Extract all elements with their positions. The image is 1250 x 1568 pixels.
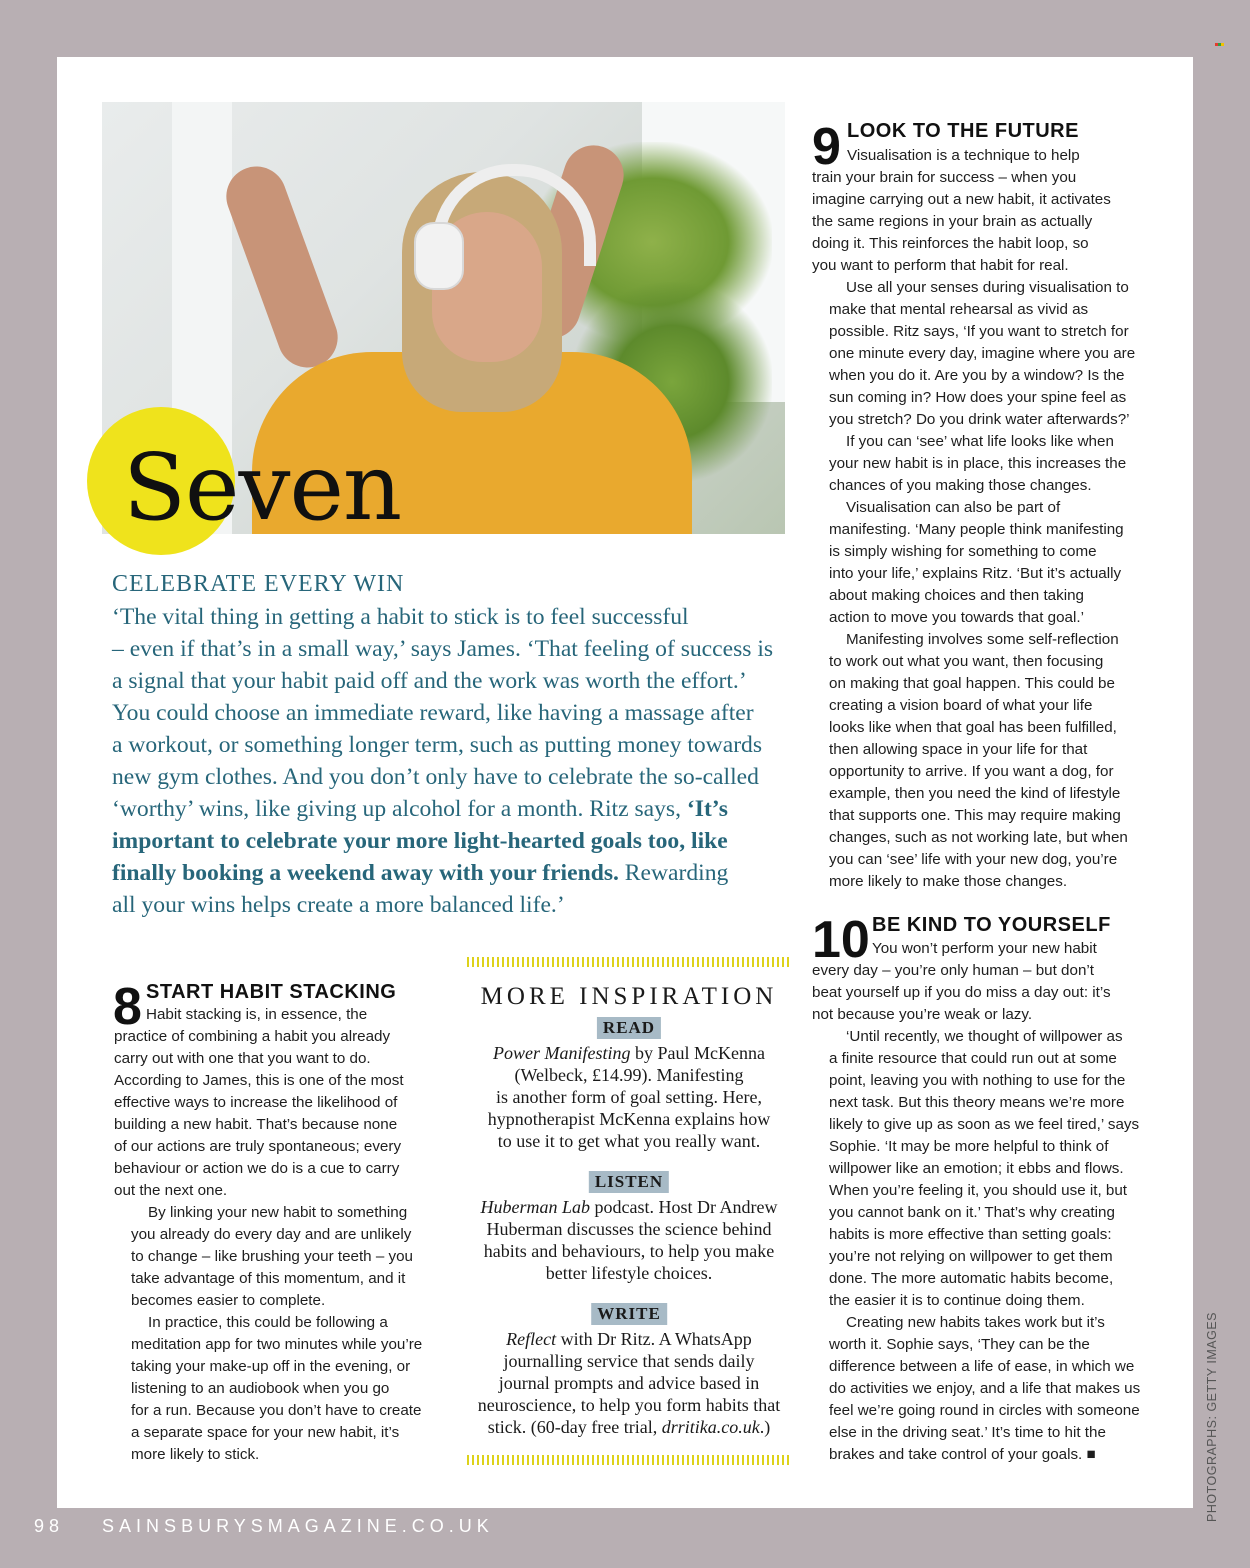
yellow-stripe-top: [467, 957, 791, 967]
end-mark: ■: [1086, 1446, 1096, 1463]
section-9-number: 9: [812, 118, 841, 176]
ritz-quote-bold: ‘It’s: [686, 796, 728, 822]
section-9-title: LOOK TO THE FUTURE: [847, 120, 1079, 142]
page-footer: [34, 1516, 494, 1537]
write-label: WRITE: [591, 1303, 667, 1325]
section-8-number: 8: [113, 978, 142, 1036]
section-title-seven: Seven: [123, 434, 402, 541]
celebrate-body: ‘The vital thing in getting a habit to stick is to feel successful – even if that’s in a small way,’ says James. ‘That feeling of success is a signal that your habit paid off and the work was worth the effort.’ You could choose an immediate reward, like having a massage after a workout, or something longer term, such as putting money towards new gym clothes. And you don’t only have to celebrate the so-called ‘worthy’ wins, like giving up alcohol for a month. Ritz says, ‘It’s important to celebrate your more light-hearted goals too, like finally booking a weekend away with your friends. Rewarding all your wins helps create a more balanced life.’: [112, 604, 774, 918]
more-inspiration-box: [467, 957, 791, 1467]
footer-site: SAINSBURYSMAGAZINE.CO.UK: [102, 1516, 494, 1536]
listen-label: LISTEN: [589, 1171, 669, 1193]
yellow-stripe-bottom: [467, 1455, 791, 1465]
more-inspiration-title: MORE INSPIRATION: [480, 983, 778, 1010]
section-10-title: BE KIND TO YOURSELF: [872, 914, 1111, 936]
read-text: Power Manifesting by Paul McKenna (Welbeck, £14.99). Manifesting is another form of goal setting. Here, hypnotherapist McKenna explains how to use it to get what you really want.: [487, 1043, 771, 1151]
page-number: 98: [34, 1516, 65, 1536]
section-8-title: START HABIT STACKING: [146, 981, 397, 1003]
section-10-number: 10: [812, 911, 870, 969]
magazine-page: [57, 57, 1219, 1522]
celebrate-heading: CELEBRATE EVERY WIN: [112, 571, 405, 597]
section-10-body: You won’t perform your new habit every day – you’re only human – but don’t beat yourself up if you do miss a day out: it’s not because you’re weak or lazy. ‘Until recently, we thought of willpower as a finite resource that could run out at some point, leaving you with nothing to use for the next task. But this theory means we’re more likely to give up as soon as we feel tired,’ says Sophie. ‘It may be more helpful to think of willpower like an emotion; it ebbs and flows. When you’re feeling it, you should use it, but you cannot bank on it.’ That’s why creating habits is more effective than setting goals: you’re not relying on willpower to get them done. The more automatic habits become, the easier it is to continue doing them. Creating new habits takes work but it’s worth it. Sophie says, ‘They can be the difference between a life of ease, in which we do activities we enjoy, and a life that makes us feel we’re going round in circles with someone else in the driving seat.’ It’s time to hit the brakes and take control of your goals. ■: [812, 940, 1141, 1463]
listen-text: Huberman Lab podcast. Host Dr Andrew Huberman discusses the science behind habits and behaviours, to help you make better lifestyle choices.: [480, 1197, 778, 1283]
photo-credit: PHOTOGRAPHS: GETTY IMAGES: [1205, 1312, 1219, 1522]
read-label: READ: [597, 1017, 661, 1039]
section-9-body: Visualisation is a technique to help train your brain for success – when you imagine carrying out a new habit, it activates the same regions in your brain as actually doing it. This reinforces the habit loop, so you want to perform that habit for real. Use all your senses during visualisation to make that mental rehearsal as vivid as possible. Ritz says, ‘If you want to stretch for one minute every day, imagine where you are when you do it. Are you by a window? Is the sun coming in? How does your spine feel as you stretch? Do you drink water afterwards?’ If you can ‘see’ what life looks like when your new habit is in place, this increases the chances of you making those changes. Visualisation can also be part of manifesting. ‘Many people think manifesting is simply wishing for something to come into your life,’ explains Ritz. ‘But it’s actually about making choices and then taking action to move you towards that goal.’ Manifesting involves some self-reflection to work out what you want, then focusing on making that goal happen. This could be creating a vision board of what your life looks like when that goal has been fulfilled, then allowing space in your life for that opportunity to arrive. If you want a dog, for example, then you need the kind of lifestyle that supports one. This may require making changes, such as not working late, but when you can ‘see’ life with your new dog, you’re more likely to make those changes.: [812, 147, 1136, 890]
color-registration-mark: [1215, 31, 1225, 39]
section-8-body: Habit stacking is, in essence, the practice of combining a habit you already carry out with one that you want to do. According to James, this is one of the most effective ways to increase the likelihood of building a new habit. That’s because none of our actions are truly spontaneous; every behaviour or action we do is a cue to carry out the next one. By linking your new habit to something you already do every day and are unlikely to change – like brushing your teeth – you take advantage of this momentum, and it becomes easier to complete. In practice, this could be following a meditation app for two minutes while you’re taking your make-up off in the evening, or listening to an audiobook when you go for a run. Because you don’t have to create a separate space for your new habit, it’s more likely to stick.: [114, 1006, 423, 1463]
write-text: Reflect with Dr Ritz. A WhatsApp journalling service that sends daily journal prompts and advice based in neuroscience, to help you form habits that stick. (60-day free trial, drritika.co.uk.): [477, 1329, 781, 1437]
